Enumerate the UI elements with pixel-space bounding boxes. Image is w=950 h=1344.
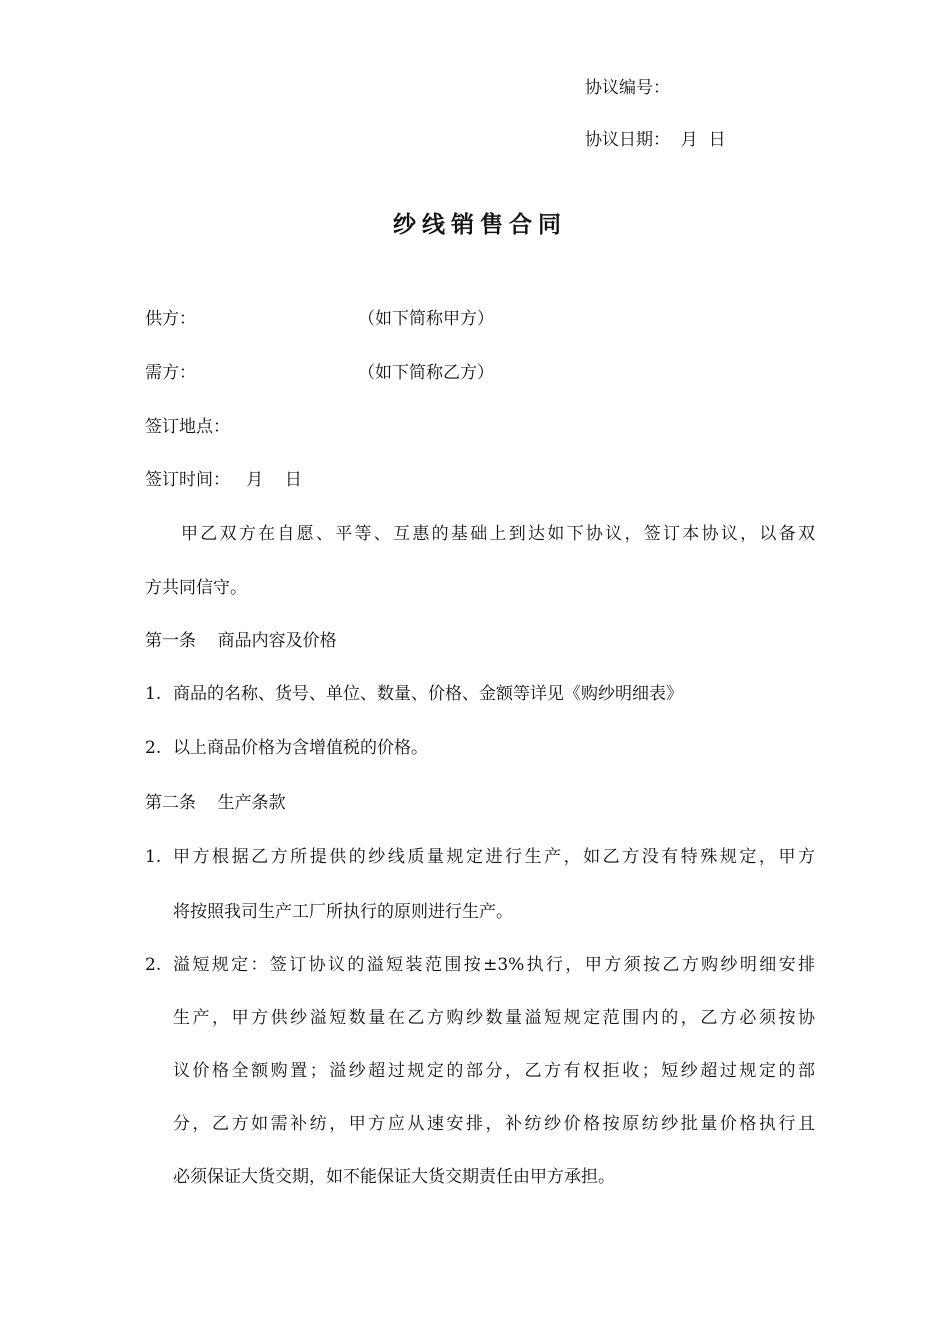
- supplier-note: （如下简称甲方）: [358, 309, 494, 329]
- buyer-label: 需方：: [145, 363, 196, 383]
- article-2-item-2-line-5: 必须保证大货交期，如不能保证大货交期责任由甲方承担。: [173, 1167, 615, 1187]
- buyer-note: （如下简称乙方）: [358, 363, 494, 383]
- article-2-item-2-number: 2.: [145, 955, 162, 975]
- intro-line-2: 方共同信守。: [145, 578, 247, 598]
- article-1-item-2-number: 2.: [145, 738, 162, 758]
- article-2-item-2-line-3: 议价格全额购置；溢纱超过规定的部分，乙方有权拒收；短纱超过规定的部: [173, 1061, 815, 1081]
- supplier-label: 供方：: [145, 309, 196, 329]
- article-1-item-1-text: 商品的名称、货号、单位、数量、价格、金额等详见《购纱明细表》: [173, 684, 683, 704]
- article-1-item-2-text: 以上商品价格为含增值税的价格。: [173, 738, 428, 758]
- article-2-item-1-number: 1.: [145, 847, 162, 867]
- sign-place: 签订地点：: [145, 417, 230, 437]
- article-2-item-2-line-2: 生产，甲方供纱溢短数量在乙方购纱数量溢短规定范围内的，乙方必须按协: [173, 1008, 815, 1028]
- agreement-date: 协议日期： 月 日: [585, 130, 726, 150]
- document-title: 纱线销售合同: [393, 211, 567, 238]
- article-2-item-1-line-2: 将按照我司生产工厂所执行的原则进行生产。: [173, 902, 513, 922]
- agreement-number: 协议编号：: [585, 78, 670, 98]
- intro-line-1: 甲乙双方在自愿、平等、互惠的基础上到达如下协议，签订本协议，以备双: [181, 524, 815, 544]
- article-2-heading: 第二条 生产条款: [145, 793, 286, 813]
- article-2-item-2-line-4: 分，乙方如需补纺，甲方应从速安排，补纺纱价格按原纺纱批量价格执行且: [173, 1114, 815, 1134]
- sign-time: 签订时间： 月 日: [145, 470, 302, 490]
- article-2-item-2-line-1: 溢短规定：签订协议的溢短装范围按±3%执行，甲方须按乙方购纱明细安排: [173, 955, 815, 975]
- article-1-item-1-number: 1.: [145, 684, 162, 704]
- article-2-item-1-line-1: 甲方根据乙方所提供的纱线质量规定进行生产，如乙方没有特殊规定，甲方: [173, 847, 815, 867]
- article-1-heading: 第一条 商品内容及价格: [145, 631, 337, 651]
